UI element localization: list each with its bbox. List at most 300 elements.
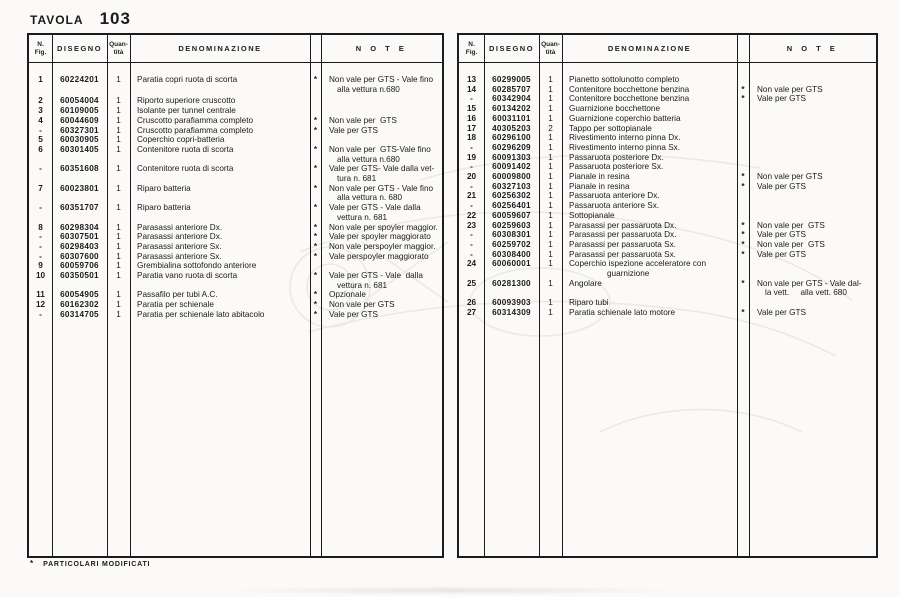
fig-number-cell: 1 — [38, 75, 43, 84]
table-row — [459, 298, 876, 308]
modified-star-cell — [737, 259, 749, 278]
denomination-cell: Angolare — [569, 278, 602, 288]
denomination-cell: Contenitore bocchettone benzina — [569, 84, 690, 94]
quantity-cell: 1 — [116, 125, 121, 135]
denomination-cell: Pianale in resina — [569, 181, 630, 191]
quantity-cell: 1 — [548, 104, 553, 114]
column-header-note: N O T E — [786, 44, 839, 53]
denomination-cell: Pianale in resina — [569, 172, 630, 182]
modified-star-cell: * — [741, 230, 745, 240]
table-row — [459, 124, 876, 134]
quantity-cell: 1 — [116, 96, 121, 106]
table-row — [459, 162, 876, 172]
quantity-cell: 2 — [548, 123, 553, 133]
modified-star-cell — [737, 133, 749, 143]
note-cell — [749, 133, 876, 143]
note-cell — [749, 153, 876, 163]
modified-star-cell: * — [313, 222, 318, 232]
table-row — [29, 164, 442, 183]
denomination-cell: Sottopianale — [569, 210, 615, 220]
modified-star-cell: * — [741, 94, 745, 104]
modified-star-cell: * — [313, 75, 318, 84]
table-row — [459, 201, 876, 211]
table-row — [459, 230, 876, 240]
note-cell — [749, 298, 876, 308]
fig-number-cell: - — [470, 162, 473, 172]
quantity-cell: 1 — [548, 75, 553, 84]
table-row — [459, 104, 876, 114]
modified-star-cell: * — [741, 172, 745, 182]
quantity-cell: 1 — [548, 239, 553, 249]
modified-star-cell: * — [313, 125, 318, 135]
denomination-cell: Parasassi per passaruota Sx. — [569, 249, 676, 259]
quantity-cell: 1 — [548, 113, 553, 123]
footnote — [30, 559, 150, 568]
table-row — [459, 75, 876, 85]
modified-star-cell: * — [741, 249, 745, 259]
drawing-number-cell: 60308400 — [492, 249, 531, 259]
fig-number-cell: 20 — [466, 172, 477, 182]
quantity-cell: 1 — [548, 94, 553, 104]
modified-star-cell: * — [741, 181, 745, 191]
note-cell: Non vale per GTS - Vale dal- la vett. alla vett. 680 — [757, 278, 862, 298]
quantity-cell: 1 — [116, 309, 121, 319]
drawing-number-cell: 60030905 — [60, 135, 99, 145]
drawing-number-cell: 60134202 — [492, 104, 531, 114]
drawing-number-cell: 60059706 — [60, 261, 99, 271]
quantity-cell: 1 — [548, 259, 553, 269]
denomination-cell: Passaruota anteriore Dx. — [569, 191, 660, 201]
modified-star-cell — [310, 96, 321, 106]
denomination-cell: Paratia per schienale — [137, 300, 214, 310]
modified-star-cell: * — [741, 220, 745, 230]
denomination-cell: Riparo batteria — [137, 203, 191, 213]
note-cell — [321, 135, 442, 145]
quantity-cell: 1 — [548, 230, 553, 240]
denomination-cell: Rivestimento interno pinna Sx. — [569, 142, 681, 152]
table-row — [29, 310, 442, 320]
note-cell: Non vale perspoyler maggior. — [329, 241, 436, 251]
table-row — [29, 106, 442, 116]
drawing-number-cell: 60327103 — [492, 181, 531, 191]
denomination-cell: Pianetto sottolunotto completo — [569, 75, 680, 84]
denomination-cell: Parasassi per passaruota Sx. — [569, 239, 676, 249]
drawing-number-cell: 60298403 — [60, 241, 99, 251]
modified-star-cell: * — [741, 307, 745, 317]
quantity-cell: 1 — [116, 115, 121, 125]
drawing-number-cell: 60351707 — [60, 203, 99, 213]
drawing-number-cell: 60307501 — [60, 232, 99, 242]
quantity-cell: 1 — [548, 220, 553, 230]
table-row — [29, 126, 442, 136]
drawing-number-cell: 60256302 — [492, 191, 531, 201]
denomination-cell: Guarnizione coperchio batteria — [569, 113, 681, 123]
parts-table-right — [457, 33, 878, 558]
note-cell: Non vale per GTS — [757, 172, 823, 182]
drawing-number-cell: 60109005 — [60, 106, 99, 116]
fig-number-cell: 21 — [466, 191, 477, 201]
fig-number-cell: - — [470, 239, 473, 249]
denomination-cell: Parasassi per passaruota Dx. — [569, 220, 677, 230]
quantity-cell: 1 — [548, 201, 553, 211]
column-header-disegno: DISEGNO — [56, 44, 103, 53]
quantity-cell: 1 — [548, 249, 553, 259]
note-cell: Vale per GTS — [757, 230, 806, 240]
quantity-cell: 1 — [548, 191, 553, 201]
denomination-cell: Paratia vano ruota di scorta — [137, 271, 238, 281]
quantity-cell: 1 — [548, 172, 553, 182]
quantity-cell: 1 — [548, 162, 553, 172]
modified-star-cell: * — [741, 239, 745, 249]
fig-number-cell: 9 — [38, 261, 43, 271]
quantity-cell: 1 — [116, 232, 121, 242]
modified-star-cell: * — [313, 271, 318, 281]
denomination-cell: Parasassi anteriore Sx. — [137, 251, 222, 261]
note-cell: Vale per GTS — [329, 125, 378, 135]
modified-star-cell: * — [313, 115, 318, 125]
drawing-number-cell: 60059607 — [492, 210, 531, 220]
table-row — [459, 114, 876, 124]
denomination-cell: Coperchio copri-batteria — [137, 135, 225, 145]
drawing-number-cell: 60054905 — [60, 290, 99, 300]
table-row — [459, 191, 876, 201]
quantity-cell: 1 — [548, 210, 553, 220]
fig-number-cell: 12 — [35, 300, 46, 310]
column-header-fig: N. Fig. — [465, 41, 478, 56]
note-cell — [749, 191, 876, 201]
table-row — [459, 172, 876, 182]
quantity-cell: 1 — [116, 261, 121, 271]
modified-asterisk-icon: * — [30, 559, 34, 568]
modified-star-cell: * — [741, 278, 745, 288]
quantity-cell: 1 — [548, 84, 553, 94]
table-row — [459, 250, 876, 260]
modified-star-cell — [737, 114, 749, 124]
drawing-number-cell: 60351608 — [60, 164, 99, 174]
table-row — [29, 116, 442, 126]
table-row — [29, 271, 442, 290]
fig-number-cell: - — [39, 203, 42, 213]
fig-number-cell: 17 — [466, 123, 477, 133]
fig-number-cell: - — [470, 181, 473, 191]
drawing-number-cell: 60256401 — [492, 201, 531, 211]
fig-number-cell: - — [470, 249, 473, 259]
note-cell — [749, 124, 876, 134]
drawing-number-cell: 60093903 — [492, 298, 531, 308]
fig-number-cell: 6 — [38, 144, 43, 154]
table-body — [29, 63, 442, 320]
fig-number-cell: 10 — [35, 271, 46, 281]
fig-number-cell: 14 — [466, 84, 477, 94]
denomination-cell: Passaruota posteriore Sx. — [569, 162, 664, 172]
scan-smudge — [233, 586, 669, 595]
modified-star-cell — [737, 211, 749, 221]
modified-star-cell — [737, 124, 749, 134]
modified-star-cell: * — [313, 241, 318, 251]
table-body — [459, 63, 876, 318]
denomination-cell: Guarnizione bocchettone — [569, 104, 661, 114]
fig-number-cell: - — [39, 125, 42, 135]
quantity-cell: 1 — [548, 307, 553, 317]
denomination-cell: Riparo tubi — [569, 298, 609, 308]
quantity-cell: 1 — [116, 144, 121, 154]
drawing-number-cell: 60308301 — [492, 230, 531, 240]
denomination-cell: Passaruota posteriore Dx. — [569, 152, 664, 162]
modified-star-cell: * — [741, 84, 745, 94]
note-cell: Non vale per GTS — [757, 220, 825, 230]
parts-table-left — [27, 33, 444, 558]
drawing-number-cell: 60342904 — [492, 94, 531, 104]
table-row — [29, 232, 442, 242]
drawing-number-cell: 60299005 — [492, 75, 531, 84]
denomination-cell: Paratia copri ruota di scorta — [137, 75, 238, 84]
denomination-cell: Tappo per sottopianale — [569, 123, 652, 133]
note-cell: Non vale per spoyler maggior. — [329, 222, 438, 232]
note-cell: Vale per GTS - Vale dalla vettura n. 681 — [329, 271, 423, 290]
note-cell — [749, 259, 876, 278]
note-cell — [749, 143, 876, 153]
column-header-quantity: Quan- tità — [109, 41, 128, 56]
denomination-cell: Cruscotto parafiamma completo — [137, 125, 254, 135]
fig-number-cell: - — [470, 94, 473, 104]
table-row — [29, 261, 442, 271]
drawing-number-cell: 60259603 — [492, 220, 531, 230]
note-cell: Non vale per GTS — [329, 115, 397, 125]
drawing-number-cell: 60298304 — [60, 222, 99, 232]
note-cell: Non vale per GTS - Vale fino alla vettura n.680 — [329, 75, 434, 94]
fig-number-cell: 23 — [466, 220, 477, 230]
quantity-cell: 1 — [116, 106, 121, 116]
fig-number-cell: 27 — [466, 307, 477, 317]
denomination-cell: Contenitore ruota di scorta — [137, 164, 234, 174]
fig-number-cell: 15 — [466, 104, 477, 114]
quantity-cell: 1 — [116, 203, 121, 213]
modified-star-cell — [737, 298, 749, 308]
note-cell — [321, 106, 442, 116]
table-row — [29, 184, 442, 203]
modified-star-cell — [737, 104, 749, 114]
drawing-number-cell: 60259702 — [492, 239, 531, 249]
denomination-cell: Rivestimento interno pinna Dx. — [569, 133, 681, 143]
denomination-cell: Passaruota anteriore Sx. — [569, 201, 660, 211]
drawing-number-cell: 60009800 — [492, 172, 531, 182]
note-cell: Non vale per GTS — [757, 84, 823, 94]
quantity-cell: 1 — [548, 298, 553, 308]
table-row — [459, 153, 876, 163]
drawing-number-cell: 60296209 — [492, 142, 531, 152]
column-header-fig: N. Fig. — [34, 41, 47, 56]
drawing-number-cell: 60044609 — [60, 115, 99, 125]
modified-star-cell: * — [313, 144, 318, 154]
table-row — [29, 252, 442, 262]
modified-star-cell — [737, 143, 749, 153]
quantity-cell: 1 — [116, 251, 121, 261]
fig-number-cell: 13 — [466, 75, 477, 84]
table-header-row — [29, 35, 442, 63]
note-cell — [749, 201, 876, 211]
denomination-cell: Parasassi anteriore Dx. — [137, 232, 223, 242]
table-row — [29, 75, 442, 94]
table-row — [459, 259, 876, 278]
modified-star-cell: * — [313, 251, 318, 261]
column-header-denominazione: DENOMINAZIONE — [607, 44, 692, 53]
modified-star-cell — [737, 162, 749, 172]
note-cell — [749, 114, 876, 124]
table-row — [29, 203, 442, 222]
note-cell: Vale per GTS — [329, 309, 378, 319]
denomination-cell: Isolante per tunnel centrale — [137, 106, 236, 116]
note-cell: Non vale per GTS — [757, 239, 825, 249]
table-row — [459, 85, 876, 95]
denomination-cell: Riporto superiore cruscotto — [137, 96, 236, 106]
fig-number-cell: 7 — [38, 183, 43, 193]
footnote-label: PARTICOLARI MODIFICATI — [43, 561, 151, 568]
quantity-cell: 1 — [116, 241, 121, 251]
denomination-cell: Riparo batteria — [137, 183, 191, 193]
note-cell: Vale per GTS — [757, 94, 806, 104]
drawing-number-cell: 60091303 — [492, 152, 531, 162]
modified-star-cell: * — [313, 309, 318, 319]
fig-number-cell: - — [39, 232, 42, 242]
drawing-number-cell: 60224201 — [60, 75, 99, 84]
table-row — [459, 308, 876, 318]
modified-star-cell — [310, 106, 321, 116]
denomination-cell: Cruscotto parafiamma completo — [137, 115, 254, 125]
table-row — [459, 94, 876, 104]
denomination-cell: Paratia schienale lato motore — [569, 307, 676, 317]
fig-number-cell: 24 — [466, 259, 477, 269]
note-cell: Vale per GTS — [757, 307, 806, 317]
fig-number-cell: 11 — [36, 290, 45, 300]
quantity-cell: 1 — [116, 164, 121, 174]
table-row — [459, 182, 876, 192]
fig-number-cell: 8 — [38, 222, 43, 232]
note-cell: Vale per spoyler maggiorato — [329, 232, 431, 242]
modified-star-cell — [737, 191, 749, 201]
quantity-cell: 1 — [116, 290, 121, 300]
quantity-cell: 1 — [116, 271, 121, 281]
quantity-cell: 1 — [116, 135, 121, 145]
fig-number-cell: 3 — [38, 106, 43, 116]
fig-number-cell: - — [39, 251, 42, 261]
column-header-quantity: Quan- tità — [541, 41, 560, 56]
note-cell: Opzionale — [329, 290, 366, 300]
drawing-number-cell: 60285707 — [492, 84, 531, 94]
modified-star-cell: * — [313, 203, 318, 213]
note-cell: Non vale per GTS - Vale fino alla vettura n. 680 — [329, 183, 434, 203]
note-cell: Vale per GTS — [757, 249, 806, 259]
fig-number-cell: - — [39, 241, 42, 251]
denomination-cell: Passafilo per tubi A.C. — [137, 290, 218, 300]
drawing-number-cell: 60162302 — [60, 300, 99, 310]
drawing-number-cell: 60327301 — [60, 125, 99, 135]
note-cell: Vale perspoyler maggiorato — [329, 251, 429, 261]
note-cell: Non vale per GTS — [329, 300, 395, 310]
table-row — [459, 279, 876, 298]
drawing-number-cell: 60350501 — [60, 271, 99, 281]
table-row — [29, 145, 442, 164]
modified-star-cell: * — [313, 183, 318, 193]
note-cell — [321, 96, 442, 106]
quantity-cell: 1 — [548, 278, 553, 288]
column-header-disegno: DISEGNO — [488, 44, 535, 53]
quantity-cell: 1 — [548, 152, 553, 162]
modified-star-cell: * — [313, 232, 318, 242]
quantity-cell: 1 — [116, 222, 121, 232]
quantity-cell: 1 — [548, 142, 553, 152]
note-cell — [749, 75, 876, 85]
fig-number-cell: 2 — [38, 96, 43, 106]
denomination-cell: Paratia per schienale lato abitacolo — [137, 309, 265, 319]
fig-number-cell: - — [39, 309, 42, 319]
note-cell — [749, 104, 876, 114]
tavola-label: TAVOLA — [30, 13, 84, 27]
table-row — [29, 223, 442, 233]
denomination-cell: Coperchio ispezione acceleratore con guarnizione — [569, 259, 706, 279]
drawing-number-cell: 60060001 — [492, 259, 531, 269]
note-cell: Vale per GTS — [757, 181, 806, 191]
modified-star-cell: * — [313, 164, 318, 174]
drawing-number-cell: 60031101 — [492, 113, 531, 123]
table-row — [29, 135, 442, 145]
quantity-cell: 1 — [116, 300, 121, 310]
column-header-note: N O T E — [355, 44, 408, 53]
fig-number-cell: - — [470, 142, 473, 152]
column-header-denominazione: DENOMINAZIONE — [178, 44, 262, 53]
modified-star-cell — [737, 75, 749, 85]
denomination-cell: Parasassi anteriore Dx. — [137, 222, 223, 232]
note-cell: Vale per GTS - Vale dalla vettura n. 681 — [329, 203, 421, 222]
table-row — [459, 143, 876, 153]
denomination-cell: Contenitore ruota di scorta — [137, 144, 234, 154]
table-row — [29, 290, 442, 300]
drawing-number-cell: 60301405 — [60, 144, 99, 154]
table-row — [29, 242, 442, 252]
page-title — [30, 9, 131, 29]
fig-number-cell: - — [470, 201, 473, 211]
table-row — [29, 96, 442, 106]
modified-star-cell — [737, 201, 749, 211]
modified-star-cell — [737, 153, 749, 163]
fig-number-cell: 25 — [466, 278, 477, 288]
drawing-number-cell: 60314705 — [60, 309, 99, 319]
table-row — [459, 240, 876, 250]
drawing-number-cell: 60314309 — [492, 307, 531, 317]
note-cell: Vale per GTS- Vale dalla vet- tura n. 681 — [329, 164, 435, 184]
fig-number-cell: 16 — [466, 113, 477, 123]
quantity-cell: 1 — [116, 183, 121, 193]
table-header-row — [459, 35, 876, 63]
drawing-number-cell: 40305203 — [492, 123, 531, 133]
modified-star-cell: * — [313, 300, 318, 310]
table-row — [29, 300, 442, 310]
fig-number-cell: 18 — [466, 133, 477, 143]
fig-number-cell: 4 — [38, 115, 43, 125]
modified-star-cell: * — [313, 290, 318, 300]
drawing-number-cell: 60281300 — [492, 278, 531, 288]
note-cell — [321, 261, 442, 271]
denomination-cell: Parasassi anteriore Sx. — [137, 241, 222, 251]
drawing-number-cell: 60054004 — [60, 96, 99, 106]
drawing-number-cell: 60023801 — [60, 183, 99, 193]
fig-number-cell: 5 — [38, 135, 43, 145]
fig-number-cell: 26 — [466, 298, 477, 308]
note-cell — [749, 162, 876, 172]
quantity-cell: 1 — [548, 133, 553, 143]
table-row — [459, 221, 876, 231]
table-row — [459, 211, 876, 221]
fig-number-cell: 19 — [466, 152, 477, 162]
